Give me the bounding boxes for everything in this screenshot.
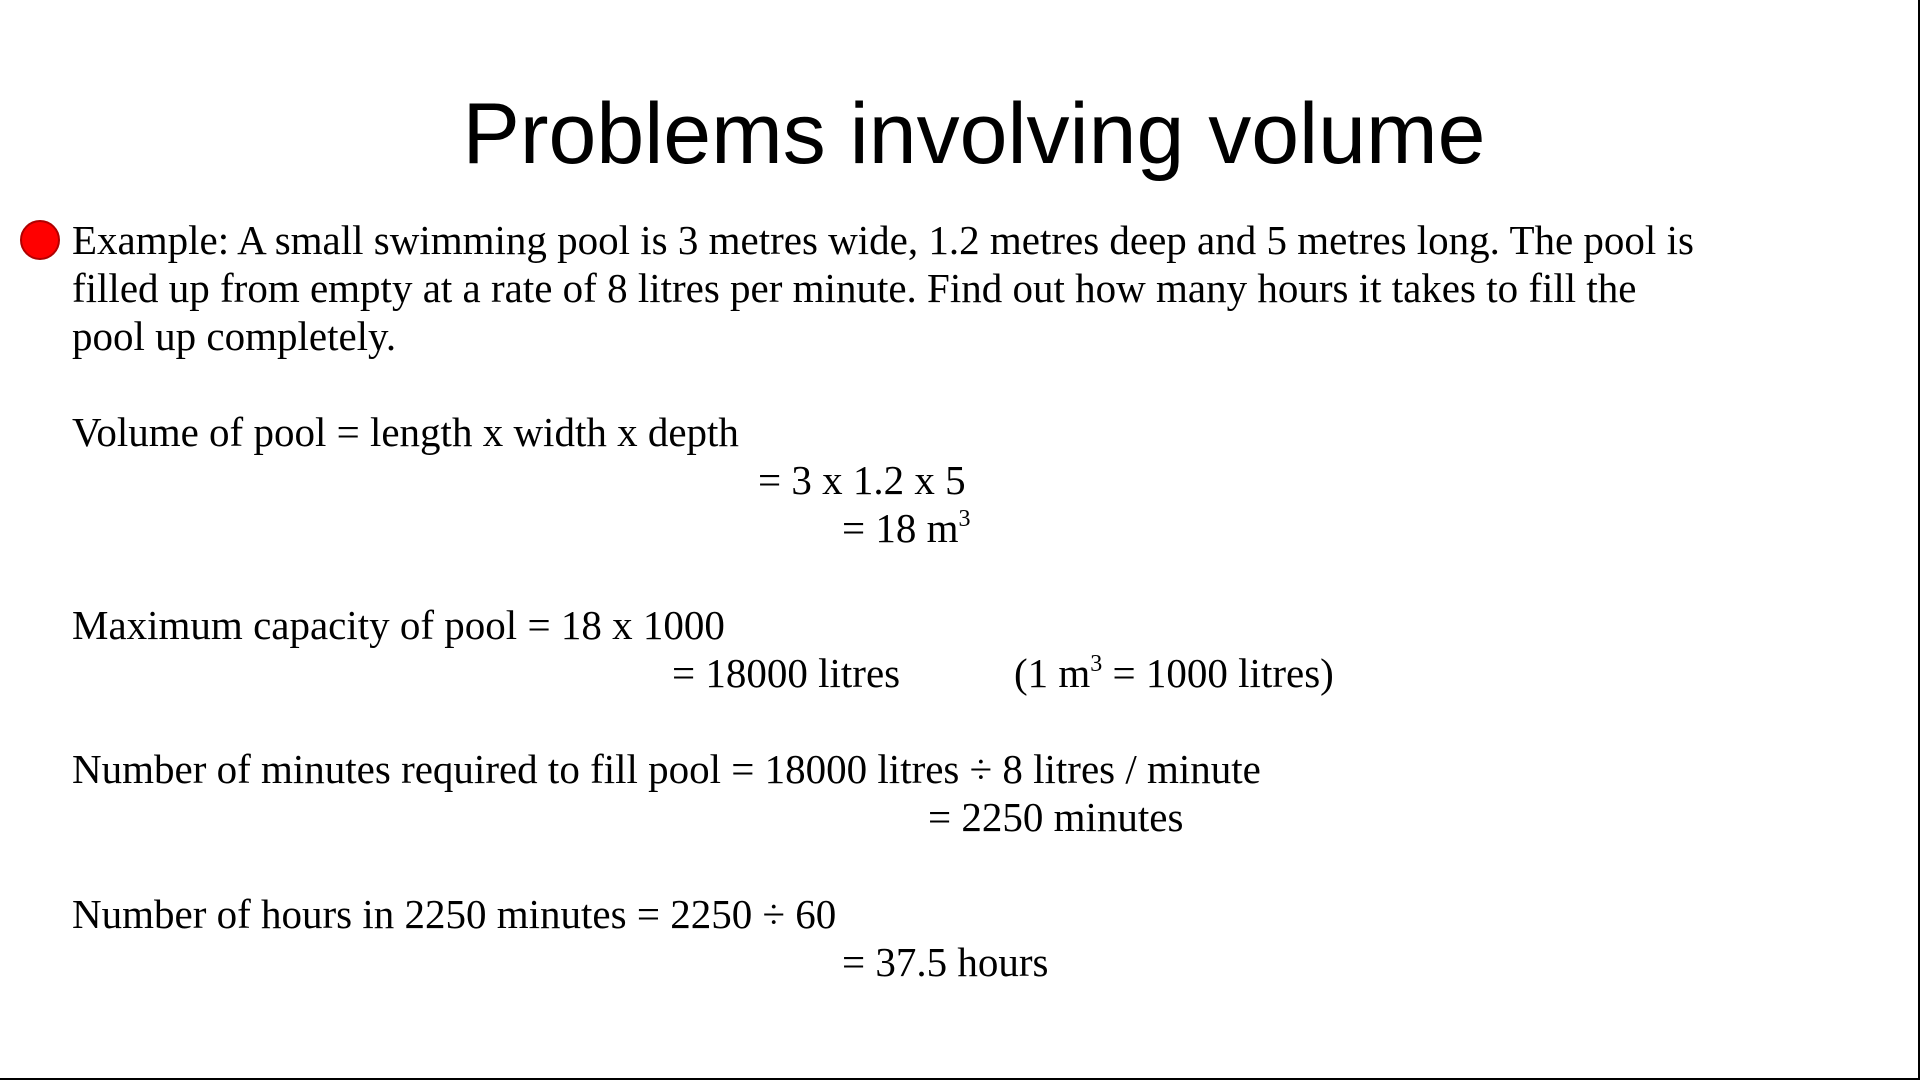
problem-line: filled up from empty at a rate of 8 litres per minute. Find out how many hours it takes to fill the <box>72 265 1637 311</box>
hours-result-line: = 37.5 hours <box>842 939 1049 985</box>
minutes-result-line: = 2250 minutes <box>928 794 1184 840</box>
cubic-superscript: 3 <box>958 506 971 532</box>
problem-line: pool up completely. <box>72 313 397 359</box>
capacity-result-line: = 18000 litres <box>672 650 901 696</box>
conversion-note-suffix: = 1000 litres) <box>1102 650 1334 696</box>
problem-line: Example: A small swimming pool is 3 metres wide, 1.2 metres deep and 5 metres long. The pool is <box>72 217 1694 263</box>
volume-result-line <box>842 504 971 552</box>
red-bullet-icon <box>20 220 60 260</box>
slide-title: Problems involving volume <box>462 86 1486 182</box>
volume-substitution-line: = 3 x 1.2 x 5 <box>758 457 966 503</box>
conversion-note-prefix: (1 m <box>1014 650 1091 696</box>
hours-formula-line: Number of hours in 2250 minutes = 2250 ÷ 60 <box>72 891 837 937</box>
conversion-note <box>1014 649 1334 697</box>
capacity-formula-line: Maximum capacity of pool = 18 x 1000 <box>72 602 725 648</box>
example-problem-text <box>72 216 1694 360</box>
volume-result-value: = 18 m <box>842 505 959 551</box>
volume-formula-line: Volume of pool = length x width x depth <box>72 409 739 455</box>
cubic-superscript: 3 <box>1090 651 1103 677</box>
minutes-formula-line: Number of minutes required to fill pool = 18000 litres ÷ 8 litres / minute <box>72 746 1261 792</box>
